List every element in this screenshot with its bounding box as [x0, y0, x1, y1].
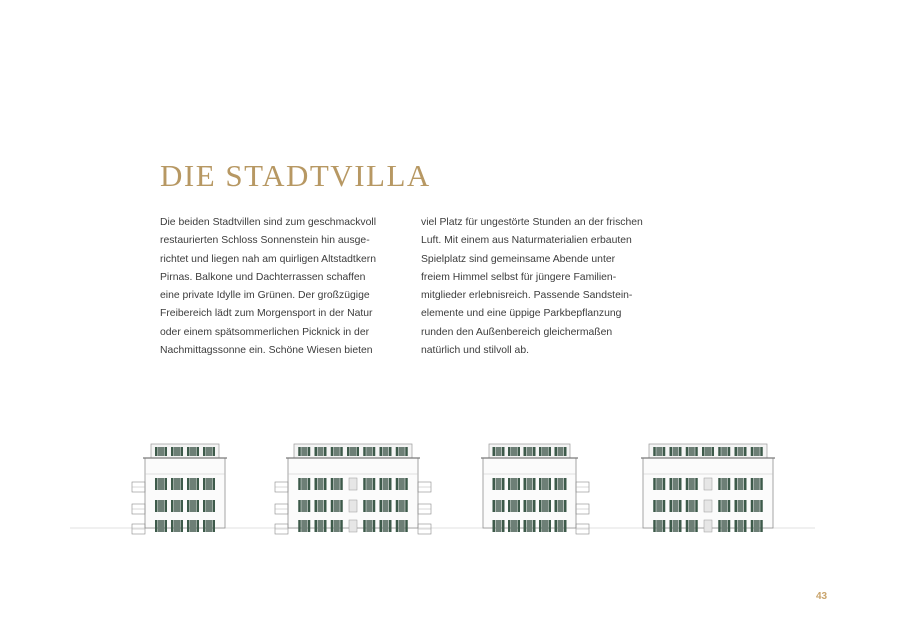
facade-elevation-2 — [275, 444, 431, 534]
text-line: natürlich und stilvoll ab. — [421, 345, 530, 357]
text-line: Pirnas. Balkone und Dachterrassen schaffen — [160, 271, 366, 283]
text-line: freiem Himmel selbst für jüngere Familien- — [421, 271, 617, 283]
text-line: Freibereich lädt zum Morgensport in der Natur — [160, 308, 373, 320]
facade-elevation-4 — [641, 444, 775, 532]
text-line: eine private Idylle im Grünen. Der großzügige — [160, 290, 370, 302]
facade-elevation-3 — [481, 444, 589, 534]
text-line: richtet und liegen nah am quirligen Altstadtkern — [160, 253, 377, 265]
page-number: 43 — [816, 591, 828, 602]
text-column-right — [421, 214, 671, 360]
facade-elevation-1 — [132, 444, 227, 534]
text-line: viel Platz für ungestörte Stunden an der frischen — [421, 217, 643, 228]
text-line: runden den Außenbereich gleichermaßen — [421, 326, 613, 338]
text-line: Luft. Mit einem aus Naturmaterialien erbauten — [421, 235, 632, 247]
page-title: DIE STADTVILLA — [160, 158, 431, 193]
text-line: mitglieder erlebnisreich. Passende Sandstein- — [421, 290, 633, 302]
text-column-left — [160, 214, 410, 360]
text-line: oder einem spätsommerlichen Picknick in der — [160, 326, 370, 338]
text-line: restaurierten Schloss Sonnenstein hin ausge- — [160, 235, 370, 247]
text-line: elemente und eine üppige Parkbepflanzung — [421, 308, 622, 320]
text-line: Nachmittagssonne ein. Schöne Wiesen bieten — [160, 345, 373, 357]
facade-elevations — [70, 430, 830, 540]
text-line: Spielplatz sind gemeinsame Abende unter — [421, 253, 616, 265]
text-line: Die beiden Stadtvillen sind zum geschmackvoll — [160, 217, 377, 228]
